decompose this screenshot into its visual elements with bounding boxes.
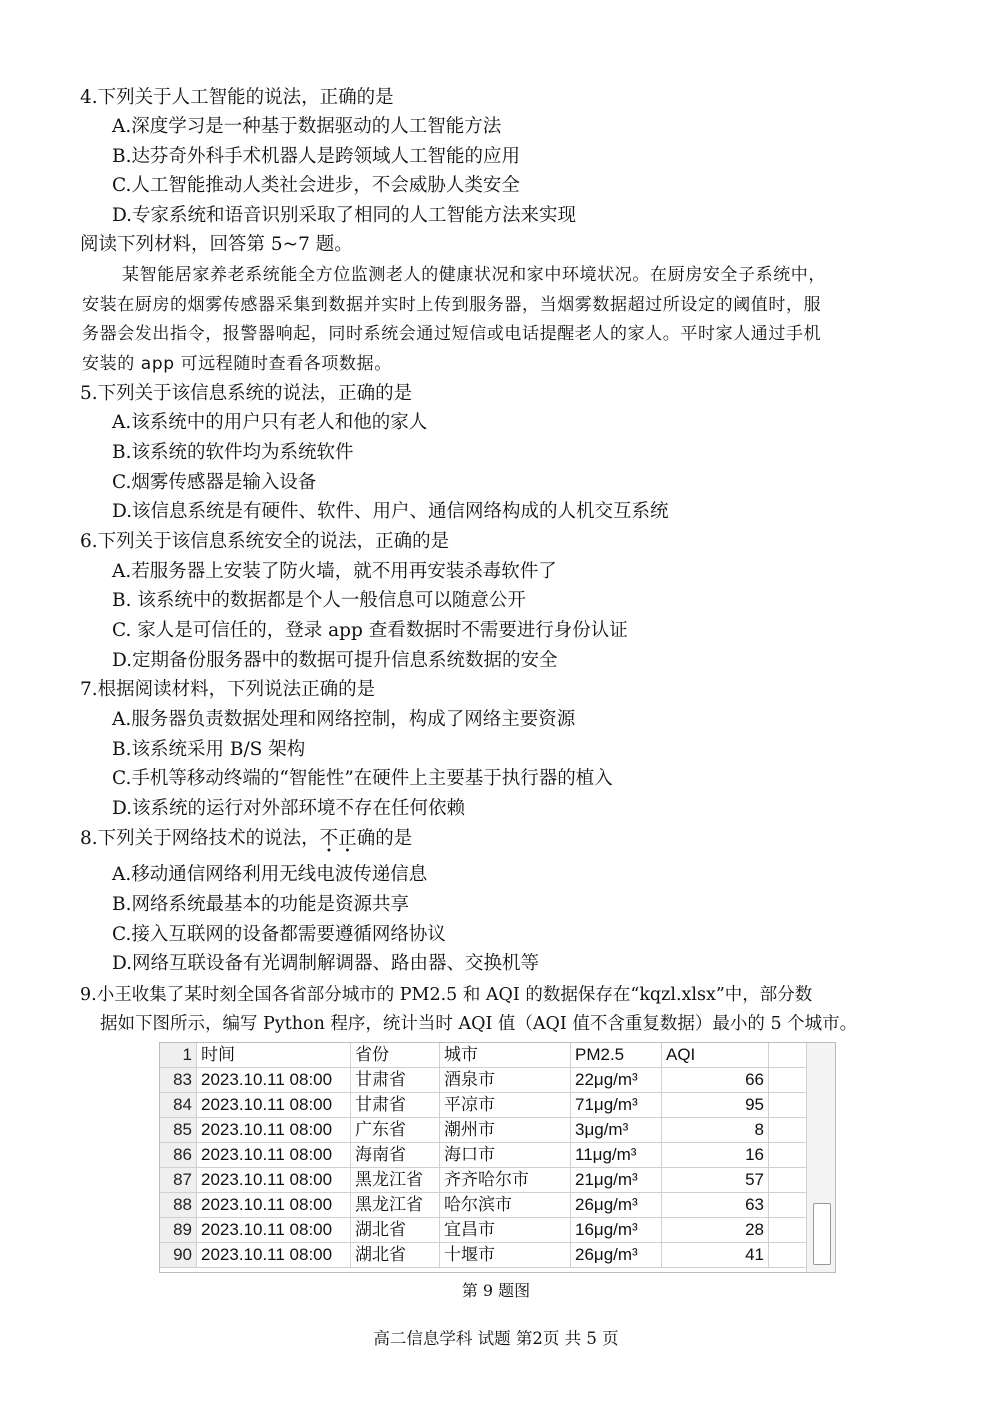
- empty-cell: [769, 1168, 810, 1193]
- empty-cell: [769, 1068, 810, 1093]
- cell-province: 海南省: [351, 1143, 440, 1168]
- q8-stem-post: 确的是: [356, 828, 413, 849]
- cell-time: 2023.10.11 08:00: [197, 1118, 351, 1143]
- q5-option-d: D.该信息系统是有硬件、软件、用户、通信网络构成的人机交互系统: [112, 501, 669, 522]
- q8-option-d: D.网络互联设备有光调制解调器、路由器、交换机等: [112, 953, 540, 974]
- cell-pm25: 3μg/m³: [571, 1118, 662, 1143]
- cell-pm25: 11μg/m³: [571, 1143, 662, 1168]
- spreadsheet-grid: [160, 1043, 810, 1268]
- row-number: 86: [160, 1143, 197, 1168]
- reading-intro: 阅读下列材料，回答第 5~7 题。: [80, 234, 353, 255]
- cell-aqi: 95: [662, 1093, 769, 1118]
- q8-emphasis-char: 不: [319, 828, 339, 849]
- cell-province: 湖北省: [351, 1218, 440, 1243]
- q5-option-b: B.该系统的软件均为系统软件: [112, 442, 354, 463]
- empty-cell: [769, 1143, 810, 1168]
- cell-time: 2023.10.11 08:00: [197, 1068, 351, 1093]
- figure-caption: 第 9 题图: [461, 1281, 531, 1300]
- table-row: [160, 1193, 810, 1218]
- cell-time: 2023.10.11 08:00: [197, 1093, 351, 1118]
- cell-aqi: 41: [662, 1243, 769, 1268]
- row-number: 87: [160, 1168, 197, 1193]
- q4-option-d: D.专家系统和语音识别采取了相同的人工智能方法来实现: [112, 205, 577, 226]
- q8-option-a: A.移动通信网络利用无线电波传递信息: [112, 864, 428, 885]
- cell-aqi: 57: [662, 1168, 769, 1193]
- q8-emphasis-char: 正: [338, 828, 357, 849]
- header-cell: 省份: [351, 1043, 440, 1068]
- q6-option-a: A.若服务器上安装了防火墙，就不用再安装杀毒软件了: [112, 561, 557, 582]
- cell-province: 甘肃省: [351, 1068, 440, 1093]
- q7-option-c: C.手机等移动终端的“智能性”在硬件上主要基于执行器的植入: [112, 768, 613, 789]
- cell-province: 甘肃省: [351, 1093, 440, 1118]
- cell-aqi: 8: [662, 1118, 769, 1143]
- cell-aqi: 66: [662, 1068, 769, 1093]
- q7-option-b: B.该系统采用 B/S 架构: [112, 739, 306, 760]
- table-row: [160, 1168, 810, 1193]
- row-number: 83: [160, 1068, 197, 1093]
- q9-stem-line2: 据如下图所示，编写 Python 程序，统计当时 AQI 值（AQI 值不含重复数据）最小的 5 个城市。: [100, 1014, 858, 1034]
- q4-option-b: B.达芬奇外科手术机器人是跨领域人工智能的应用: [112, 146, 520, 167]
- cell-time: 2023.10.11 08:00: [197, 1218, 351, 1243]
- empty-cell: [769, 1043, 810, 1068]
- empty-cell: [769, 1193, 810, 1218]
- q4-option-c: C.人工智能推动人类社会进步，不会威胁人类安全: [112, 175, 520, 196]
- q4-stem: 4.下列关于人工智能的说法，正确的是: [80, 87, 394, 108]
- q8-option-c: C.接入互联网的设备都需要遵循网络协议: [112, 924, 446, 945]
- scrollbar-thumb: [813, 1203, 831, 1265]
- spreadsheet-screenshot: [159, 1042, 836, 1273]
- cell-province: 湖北省: [351, 1243, 440, 1268]
- q5-stem: 5.下列关于该信息系统的说法，正确的是: [80, 383, 413, 404]
- q5-option-a: A.该系统中的用户只有老人和他的家人: [112, 412, 428, 433]
- cell-city: 平凉市: [440, 1093, 571, 1118]
- cell-pm25: 26μg/m³: [571, 1193, 662, 1218]
- cell-province: 黑龙江省: [351, 1168, 440, 1193]
- q4-option-a: A.深度学习是一种基于数据驱动的人工智能方法: [112, 116, 502, 137]
- row-number: 90: [160, 1243, 197, 1268]
- q9-stem-line1: 9.小王收集了某时刻全国各省部分城市的 PM2.5 和 AQI 的数据保存在“kqzl.xlsx”中，部分数: [80, 985, 813, 1005]
- cell-time: 2023.10.11 08:00: [197, 1193, 351, 1218]
- reading-para-line: 务器会发出指令，报警器响起，同时系统会通过短信或电话提醒老人的家人。平时家人通过手机: [82, 324, 822, 344]
- cell-city: 酒泉市: [440, 1068, 571, 1093]
- cell-pm25: 22μg/m³: [571, 1068, 662, 1093]
- row-number: 1: [160, 1043, 197, 1068]
- empty-cell: [769, 1243, 810, 1268]
- reading-para-line: 安装的 app 可远程随时查看各项数据。: [82, 354, 392, 374]
- cell-aqi: 28: [662, 1218, 769, 1243]
- table-row: [160, 1143, 810, 1168]
- cell-time: 2023.10.11 08:00: [197, 1243, 351, 1268]
- header-cell: 城市: [440, 1043, 571, 1068]
- cell-time: 2023.10.11 08:00: [197, 1143, 351, 1168]
- q7-stem: 7.根据阅读材料，下列说法正确的是: [80, 679, 376, 700]
- header-cell: AQI: [662, 1043, 769, 1068]
- q6-option-d: D.定期备份服务器中的数据可提升信息系统数据的安全: [112, 650, 558, 671]
- q8-stem: [80, 825, 412, 853]
- q8-stem-pre: 8.下列关于网络技术的说法，: [80, 828, 320, 849]
- cell-province: 黑龙江省: [351, 1193, 440, 1218]
- reading-para-line: 某智能居家养老系统能全方位监测老人的健康状况和家中环境状况。在厨房安全子系统中，: [122, 265, 826, 285]
- row-number: 88: [160, 1193, 197, 1218]
- cell-province: 广东省: [351, 1118, 440, 1143]
- q6-option-b: B. 该系统中的数据都是个人一般信息可以随意公开: [112, 590, 526, 611]
- q6-stem: 6.下列关于该信息系统安全的说法，正确的是: [80, 531, 450, 552]
- q5-option-c: C.烟雾传感器是输入设备: [112, 472, 317, 493]
- table-header-row: [160, 1043, 810, 1068]
- empty-cell: [769, 1218, 810, 1243]
- q6-option-c: C. 家人是可信任的，登录 app 查看数据时不需要进行身份认证: [112, 620, 628, 641]
- cell-aqi: 16: [662, 1143, 769, 1168]
- cell-pm25: 16μg/m³: [571, 1218, 662, 1243]
- table-row: [160, 1068, 810, 1093]
- cell-time: 2023.10.11 08:00: [197, 1168, 351, 1193]
- row-number: 85: [160, 1118, 197, 1143]
- table-row: [160, 1243, 810, 1268]
- cell-city: 齐齐哈尔市: [440, 1168, 571, 1193]
- vertical-scrollbar: [806, 1043, 835, 1272]
- empty-cell: [769, 1093, 810, 1118]
- cell-pm25: 21μg/m³: [571, 1168, 662, 1193]
- q7-option-d: D.该系统的运行对外部环境不存在任何依赖: [112, 798, 466, 819]
- cell-city: 海口市: [440, 1143, 571, 1168]
- table-row: [160, 1218, 810, 1243]
- cell-city: 哈尔滨市: [440, 1193, 571, 1218]
- cell-aqi: 63: [662, 1193, 769, 1218]
- q8-option-b: B.网络系统最基本的功能是资源共享: [112, 894, 409, 915]
- header-cell: PM2.5: [571, 1043, 662, 1068]
- cell-city: 十堰市: [440, 1243, 571, 1268]
- q7-option-a: A.服务器负责数据处理和网络控制，构成了网络主要资源: [112, 709, 576, 730]
- empty-cell: [769, 1118, 810, 1143]
- reading-para-line: 安装在厨房的烟雾传感器采集到数据并实时上传到服务器，当烟雾数据超过所设定的阈值时，服: [82, 295, 822, 315]
- cell-pm25: 26μg/m³: [571, 1243, 662, 1268]
- table-row: [160, 1093, 810, 1118]
- cell-pm25: 71μg/m³: [571, 1093, 662, 1118]
- table-row: [160, 1118, 810, 1143]
- row-number: 89: [160, 1218, 197, 1243]
- page-footer: 高二信息学科 试题 第2页 共 5 页: [373, 1329, 619, 1348]
- row-number: 84: [160, 1093, 197, 1118]
- cell-city: 宜昌市: [440, 1218, 571, 1243]
- header-cell: 时间: [197, 1043, 351, 1068]
- cell-city: 潮州市: [440, 1118, 571, 1143]
